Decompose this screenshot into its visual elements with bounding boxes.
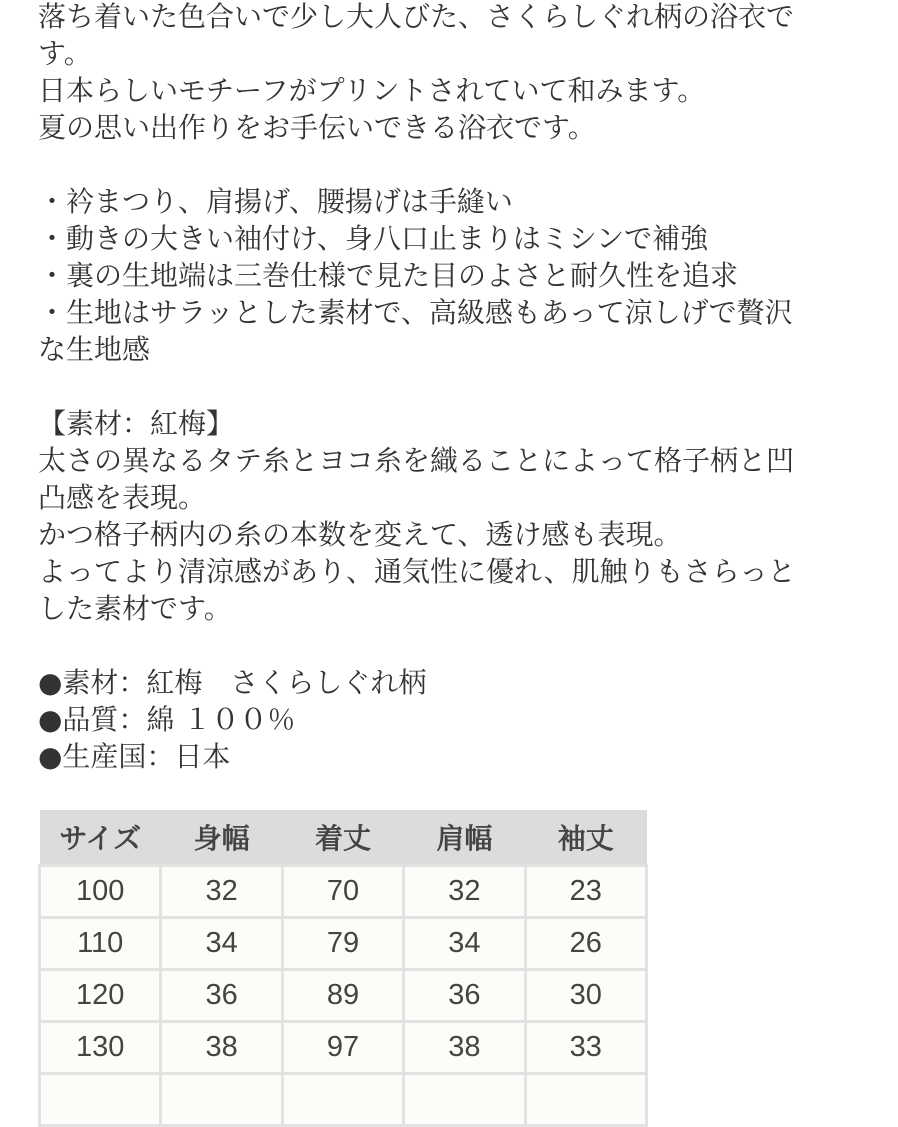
table-cell: 97 <box>282 1022 403 1074</box>
description-line <box>38 146 898 183</box>
column-header: 身幅 <box>161 810 282 866</box>
table-cell: 30 <box>525 970 646 1022</box>
table-cell: 32 <box>161 866 282 918</box>
description-line: な生地感 <box>38 333 151 366</box>
table-cell <box>525 1074 646 1126</box>
table-cell: 38 <box>161 1022 282 1074</box>
table-cell: 23 <box>525 866 646 918</box>
description-line: かつ格子柄内の糸の本数を変えて、透け感も表現。 <box>38 518 682 551</box>
product-description <box>38 0 898 775</box>
column-header: サイズ <box>40 810 161 866</box>
description-line: 【素材：紅梅】 <box>38 407 235 440</box>
description-line <box>38 627 898 664</box>
table-cell: 89 <box>282 970 403 1022</box>
table-cell: 100 <box>40 866 161 918</box>
description-line: ●生産国：日本 <box>38 740 231 773</box>
table-cell: 33 <box>525 1022 646 1074</box>
description-line: ●素材：紅梅 さくらしぐれ柄 <box>38 666 427 699</box>
table-cell: 120 <box>40 970 161 1022</box>
description-line: 落ち着いた色合いで少し大人びた、さくらしぐれ柄の浴衣で <box>38 0 795 33</box>
description-line: よってより清涼感があり、通気性に優れ、肌触りもさらっと <box>38 555 796 588</box>
table-cell <box>161 1074 282 1126</box>
description-line <box>38 368 898 405</box>
column-header: 肩幅 <box>404 810 525 866</box>
table-row <box>40 918 647 970</box>
table-cell <box>404 1074 525 1126</box>
table-cell: 79 <box>282 918 403 970</box>
table-cell: 70 <box>282 866 403 918</box>
description-line: ・裏の生地端は三巻仕様で見た目のよさと耐久性を追求 <box>38 259 739 292</box>
table-cell: 38 <box>404 1022 525 1074</box>
description-line: ・生地はサラッとした素材で、高級感もあって涼しげで贅沢 <box>38 296 793 329</box>
description-line: した素材です。 <box>38 592 232 625</box>
description-line: ●品質：綿 １００％ <box>38 703 296 736</box>
table-cell <box>282 1074 403 1126</box>
table-row <box>40 866 647 918</box>
table-cell: 34 <box>161 918 282 970</box>
description-line: ・動きの大きい袖付け、身八口止まりはミシンで補強 <box>38 222 709 255</box>
description-line: 凸感を表現。 <box>38 481 207 514</box>
description-line: 夏の思い出作りをお手伝いできる浴衣です。 <box>38 111 596 144</box>
table-cell: 26 <box>525 918 646 970</box>
table-cell: 34 <box>404 918 525 970</box>
description-line: す。 <box>38 37 92 70</box>
description-line: ・衿まつり、肩揚げ、腰揚げは手縫い <box>38 185 513 218</box>
table-cell: 130 <box>40 1022 161 1074</box>
table-cell <box>40 1074 161 1126</box>
table-row <box>40 1022 647 1074</box>
description-line: 日本らしいモチーフがプリントされていて和みます。 <box>38 74 706 107</box>
column-header: 着丈 <box>282 810 403 866</box>
table-cell: 36 <box>161 970 282 1022</box>
table-row <box>40 1074 647 1126</box>
table-cell: 110 <box>40 918 161 970</box>
description-line: 太さの異なるタテ糸とヨコ糸を織ることによって格子柄と凹 <box>38 444 795 477</box>
size-table <box>38 810 648 1127</box>
table-cell: 36 <box>404 970 525 1022</box>
table-cell: 32 <box>404 866 525 918</box>
column-header: 袖丈 <box>525 810 646 866</box>
size-table-header <box>40 810 647 866</box>
table-row <box>40 970 647 1022</box>
